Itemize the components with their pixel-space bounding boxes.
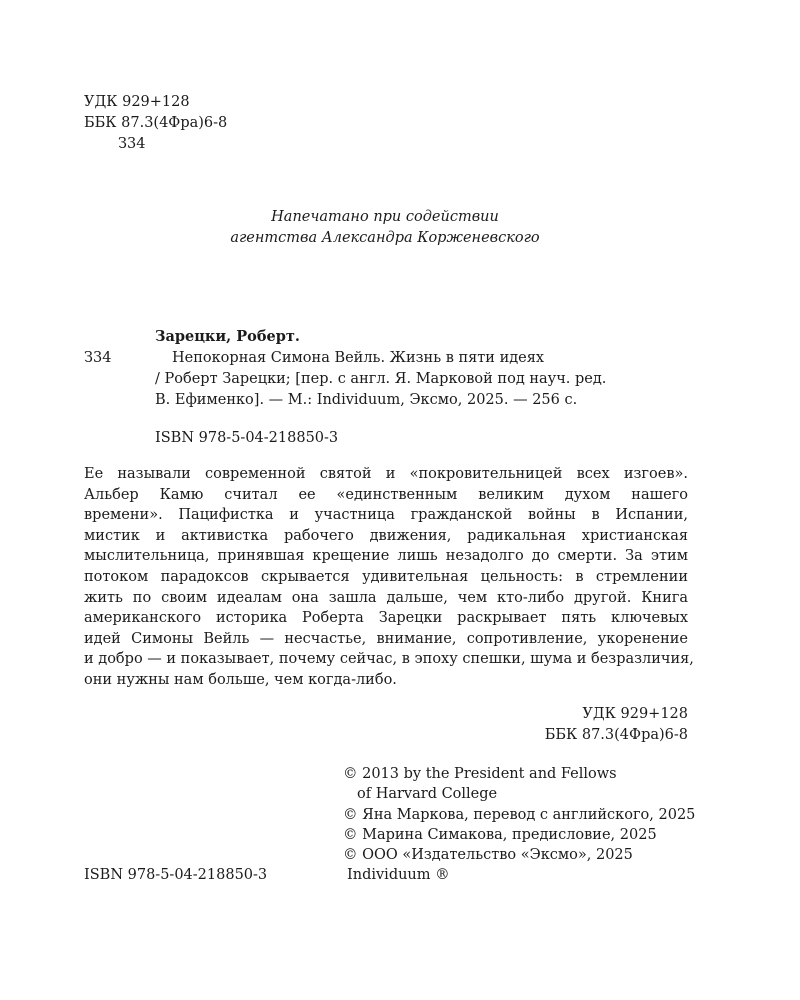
abstract-line: жить по своим идеалам она зашла дальше, чем кто-либо другой. Книга	[84, 589, 688, 606]
catalog-author-mark: З34	[84, 350, 112, 366]
catalog-responsibility-line: / Роберт Зарецки; [пер. с англ. Я. Марковой под науч. ред.	[155, 371, 607, 387]
abstract-line: потоком парадоксов скрывается удивительная цельность: в стремлении	[84, 568, 688, 585]
abstract-line: они нужны нам больше, чем когда-либо.	[84, 671, 397, 688]
abstract-line: американского историка Роберта Зарецки раскрывает пять ключевых	[84, 610, 688, 627]
author-mark-top: З34	[118, 136, 146, 152]
sponsor-line-1: Напечатано при содействии	[271, 209, 499, 225]
udk-code-top: УДК 929+128	[84, 94, 190, 110]
sponsor-line-2: агентства Александра Корженевского	[230, 230, 540, 246]
abstract-line: Ее называли современной святой и «покровительницей всех изгоев».	[84, 466, 688, 482]
abstract-line: времени». Пацифистка и участница гражданской войны в Испании,	[84, 507, 688, 524]
abstract-line: идей Симоны Вейль — несчастье, внимание, сопротивление, укоренение	[84, 630, 688, 647]
abstract-line: и добро — и показывает, почему сейчас, в эпоху спешки, шума и безразличия,	[84, 651, 694, 668]
udk-code-bottom: УДК 929+128	[582, 706, 688, 722]
abstract-paragraph	[84, 464, 694, 691]
catalog-imprint-line: В. Ефименко]. — М.: Individuum, Эксмо, 2025. — 256 с.	[155, 392, 578, 408]
catalog-title-line: Непокорная Симона Вейль. Жизнь в пяти идеях	[172, 350, 545, 366]
copyright-translation: © Яна Маркова, перевод с английского, 2025	[343, 807, 696, 823]
catalog-isbn: ISBN 978-5-04-218850-3	[155, 430, 339, 446]
bbk-code-bottom: ББК 87.3(4Фра)6-8	[544, 727, 688, 743]
copyright-individuum: Individuum ®	[347, 867, 450, 883]
abstract-line: мыслительница, принявшая крещение лишь незадолго до смерти. За этим	[84, 548, 688, 565]
isbn-bottom: ISBN 978-5-04-218850-3	[84, 867, 268, 883]
copyright-harvard: © 2013 by the President and Fellows	[343, 766, 617, 782]
catalog-author: Зарецки, Роберт.	[155, 328, 300, 345]
copyright-harvard-cont: of Harvard College	[357, 786, 498, 802]
abstract-line: Альбер Камю считал ее «единственным великим духом нашего	[84, 486, 688, 503]
copyright-eksmo: © ООО «Издательство «Эксмо», 2025	[343, 847, 633, 863]
copyright-preface: © Марина Симакова, предисловие, 2025	[343, 827, 657, 843]
bbk-code-top: ББК 87.3(4Фра)6-8	[84, 115, 228, 131]
abstract-line: мистик и активистка рабочего движения, радикальная христианская	[84, 527, 688, 544]
